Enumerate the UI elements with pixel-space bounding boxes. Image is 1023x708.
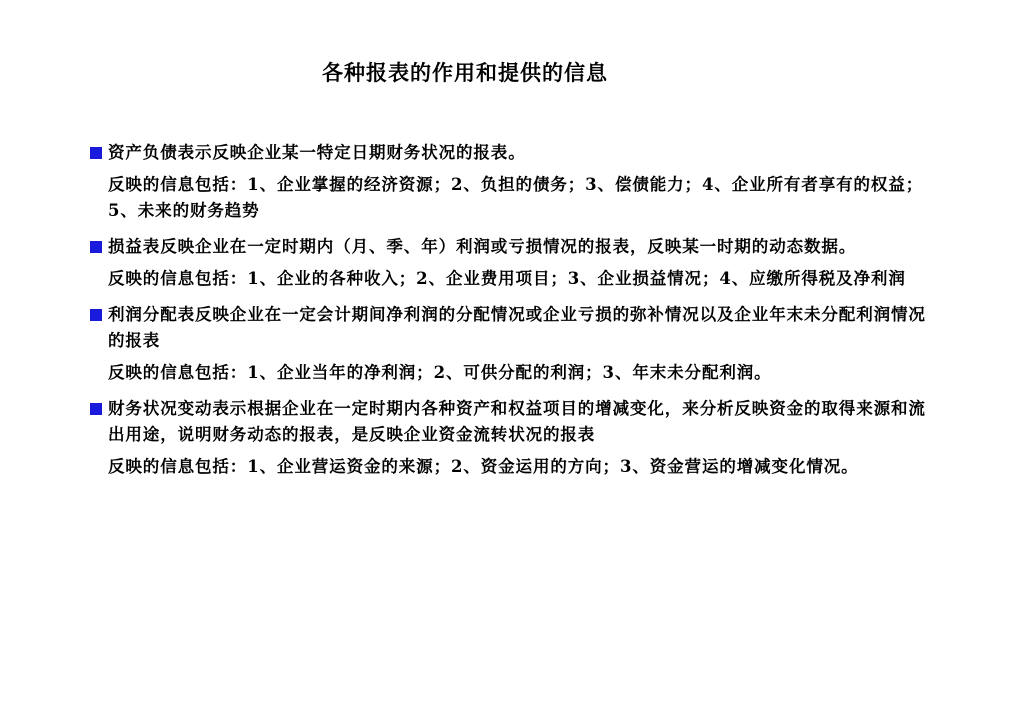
bullet-text: 资产负债表示反映企业某一特定日期财务状况的报表。 xyxy=(108,143,526,162)
bullet-text: 损益表反映企业在一定时期内（月、季、年）利润或亏损情况的报表，反映某一时期的动态数据。 xyxy=(108,237,857,256)
section-balance-sheet xyxy=(88,140,938,224)
bullet-item xyxy=(88,302,938,354)
square-bullet-icon xyxy=(90,241,102,253)
bullet-text: 财务状况变动表示根据企业在一定时期内各种资产和权益项目的增减变化，来分析反映资金的取得来源和流出用途，说明财务动态的报表，是反映企业资金流转状况的报表 xyxy=(108,399,926,444)
square-bullet-icon xyxy=(90,147,102,159)
content-body xyxy=(88,140,938,490)
info-text: 反映的信息包括：1、企业营运资金的来源；2、资金运用的方向；3、资金营运的增减变化情况。 xyxy=(108,457,859,476)
bullet-item xyxy=(88,140,938,166)
square-bullet-icon xyxy=(90,403,102,415)
info-text: 反映的信息包括：1、企业的各种收入；2、企业费用项目；3、企业损益情况；4、应缴所得税及净利润 xyxy=(108,269,906,288)
bullet-item xyxy=(88,234,938,260)
info-text: 反映的信息包括：1、企业当年的净利润；2、可供分配的利润；3、年末未分配利润。 xyxy=(108,363,772,382)
section-profit-distribution xyxy=(88,302,938,386)
bullet-text: 利润分配表反映企业在一定会计期间净利润的分配情况或企业亏损的弥补情况以及企业年末未分配利润情况的报表 xyxy=(108,305,926,350)
page-title: 各种报表的作用和提供的信息 xyxy=(322,60,608,85)
square-bullet-icon xyxy=(90,309,102,321)
info-text: 反映的信息包括：1、企业掌握的经济资源；2、负担的债务；3、偿债能力；4、企业所有者享有的权益； 5、未来的财务趋势 xyxy=(108,175,924,220)
section-income-statement xyxy=(88,234,938,292)
section-funds-flow xyxy=(88,396,938,480)
bullet-item xyxy=(88,396,938,448)
